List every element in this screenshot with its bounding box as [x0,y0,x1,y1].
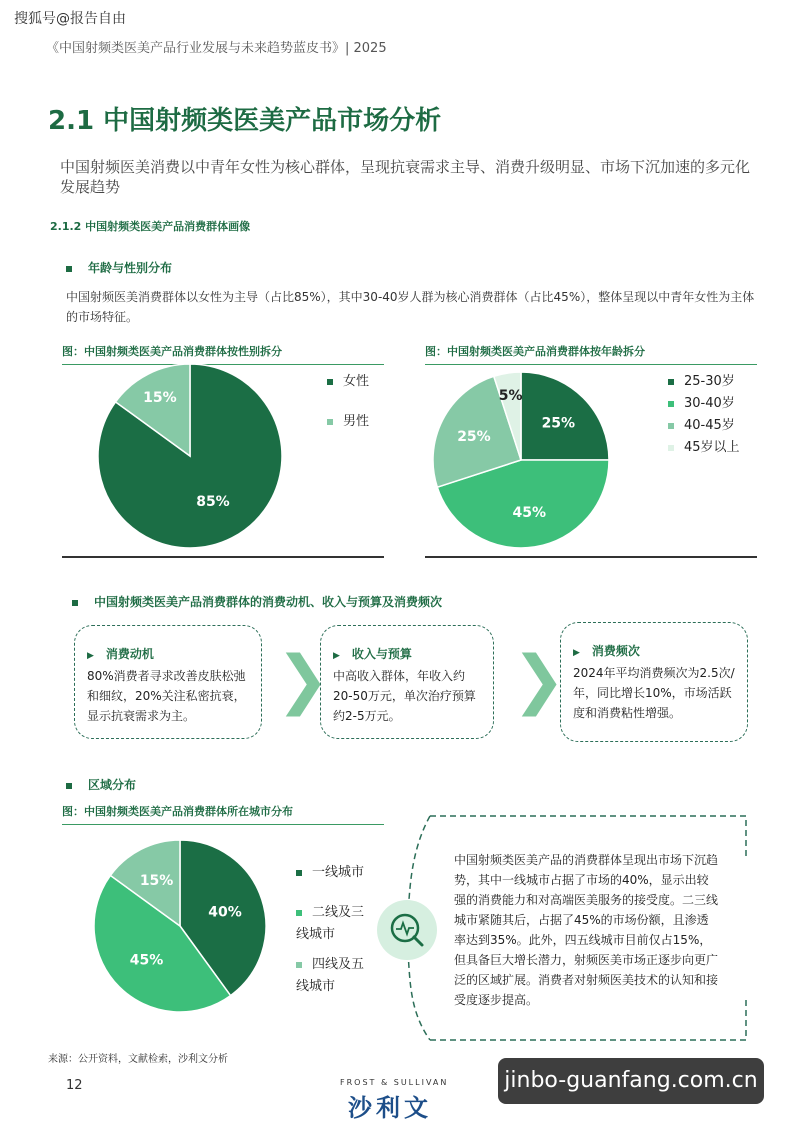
pie-label-0: 40% [208,904,242,921]
card-title [333,644,481,666]
legend-item-40-45 [668,415,740,437]
pie-label-0: 25% [541,415,576,432]
gender-chart-baseline [62,555,384,558]
bullet-square-icon [66,783,72,789]
card-text: 2024年平均消费频次为2.5次/年，同比增长10%，市场活跃度和消费粘性增强。 [573,666,735,720]
chevron-right-icon: ❯ [512,643,566,717]
age-pie-chart [428,364,618,554]
legend-item-30-40 [668,393,740,415]
legend-swatch [296,962,302,968]
legend-swatch [668,401,674,407]
bullet-region-label: 区域分布 [88,778,137,792]
age-legend [668,371,740,459]
legend-label: 四线及五 [312,957,365,972]
intro-paragraph: 中国射频医美消费群体以女性为主导（占比85%），其中30-40岁人群为核心消费群体（占比45%），整体呈现以中青年女性为主体的市场特征。 [66,290,755,324]
pie-label-1: 15% [143,389,177,406]
age-chart-caption: 图：中国射频类医美产品消费群体按年龄拆分 [425,343,757,365]
region-legend [296,862,364,998]
pie-label-3: 5% [498,387,523,404]
legend-label: 线城市 [296,927,336,942]
legend-item-tier45 [296,954,364,998]
document-header: 《中国射频类医美产品行业发展与未来趋势蓝皮书》| 2025 [46,41,387,56]
pie-label-1: 45% [129,952,164,969]
card-text: 80%消费者寻求改善皮肤松弛和细纹，20%关注私密抗衰，显示抗衰需求为主。 [87,669,246,723]
legend-item-25-30 [668,371,740,393]
card-title-text: 收入与预算 [351,647,412,661]
legend-swatch [327,379,333,385]
page-number: 12 [66,1078,83,1093]
legend-item-female [327,371,369,393]
pie-label-2: 15% [139,873,174,890]
triangle-right-icon: ▶ [333,651,340,661]
legend-swatch [296,870,302,876]
card-motivation [74,625,262,739]
bullet-age-gender-label: 年龄与性别分布 [88,261,173,275]
legend-label: 线城市 [296,979,336,994]
source-note: 来源：公开资料，文献检索，沙利文分析 [48,1054,228,1065]
section-heading: 2.1.2 中国射频类医美产品消费群体画像 [50,220,251,233]
card-title [573,641,735,663]
gender-pie-chart [95,360,295,550]
bullet-square-icon [72,600,78,606]
region-chart-caption: 图：中国射频类医美产品消费群体所在城市分布 [62,803,384,825]
card-income [320,625,494,739]
triangle-right-icon: ▶ [573,648,580,658]
legend-label: 30-40岁 [684,396,735,411]
pie-label-0: 85% [196,494,230,511]
legend-swatch [668,445,674,451]
gender-legend [327,371,369,433]
bullet-motivation [72,593,442,610]
region-pie-chart [90,836,270,1016]
legend-label: 45岁以上 [684,440,740,455]
page-subtitle: 中国射频医美消费以中青年女性为核心群体，呈现抗衰需求主导、消费升级明显、市场下沉加速的多元化发展趋势 [60,158,751,196]
legend-label: 25-30岁 [684,374,735,389]
legend-swatch [327,419,333,425]
bullet-motivation-label: 中国射频类医美产品消费群体的消费动机、收入与预算及消费频次 [94,595,443,609]
region-description: 中国射频类医美产品的消费群体呈现出市场下沉趋势，其中一线城市占据了市场的40%，显示出较强的消费能力和对高端医美服务的接受度。二三线城市紧随其后，占据了45%的市场份额，且渗透率达到35%。此外，四五线城市目前仅占15%，但具备巨大增长潜力，射频医美市场正逐步向更广泛的区域扩展。消费者对射频医美技术的认知和接受度逐步提高。 [454,853,719,1007]
legend-label: 40-45岁 [684,418,735,433]
bullet-square-icon [66,266,72,272]
logo-shaliwen: 沙利文 [348,1094,432,1122]
card-text: 中高收入群体，年收入约20-50万元，单次治疗预算约2-5万元。 [333,669,476,723]
logo-frost-sullivan: FROST & SULLIVAN [340,1078,449,1087]
legend-swatch [668,379,674,385]
legend-swatch [668,423,674,429]
legend-label: 一线城市 [312,865,365,880]
legend-item-45-plus [668,437,740,459]
chevron-right-icon: ❯ [276,643,330,717]
legend-label-male: 男性 [343,414,370,429]
bullet-region [66,776,136,793]
legend-item-tier1 [296,862,364,884]
triangle-right-icon: ▶ [87,651,94,661]
legend-item-male [327,411,369,433]
card-title [87,644,249,666]
pie-label-1: 45% [512,505,547,522]
legend-label-female: 女性 [343,374,370,389]
legend-item-tier23 [296,902,364,946]
legend-label: 二线及三 [312,905,365,920]
bullet-age-gender [66,259,172,276]
card-title-text: 消费频次 [591,644,640,658]
legend-swatch [296,910,302,916]
card-frequency [560,622,748,742]
watermark-top: 搜狐号@报告自由 [14,11,126,27]
watermark-overlay: jinbo-guanfang.com.cn [498,1058,764,1104]
gender-chart-caption: 图：中国射频类医美产品消费群体按性别拆分 [62,343,384,365]
age-chart-baseline [425,555,757,558]
pie-label-2: 25% [457,429,491,446]
card-title-text: 消费动机 [105,647,154,661]
page-title: 2.1 中国射频类医美产品市场分析 [48,106,442,136]
